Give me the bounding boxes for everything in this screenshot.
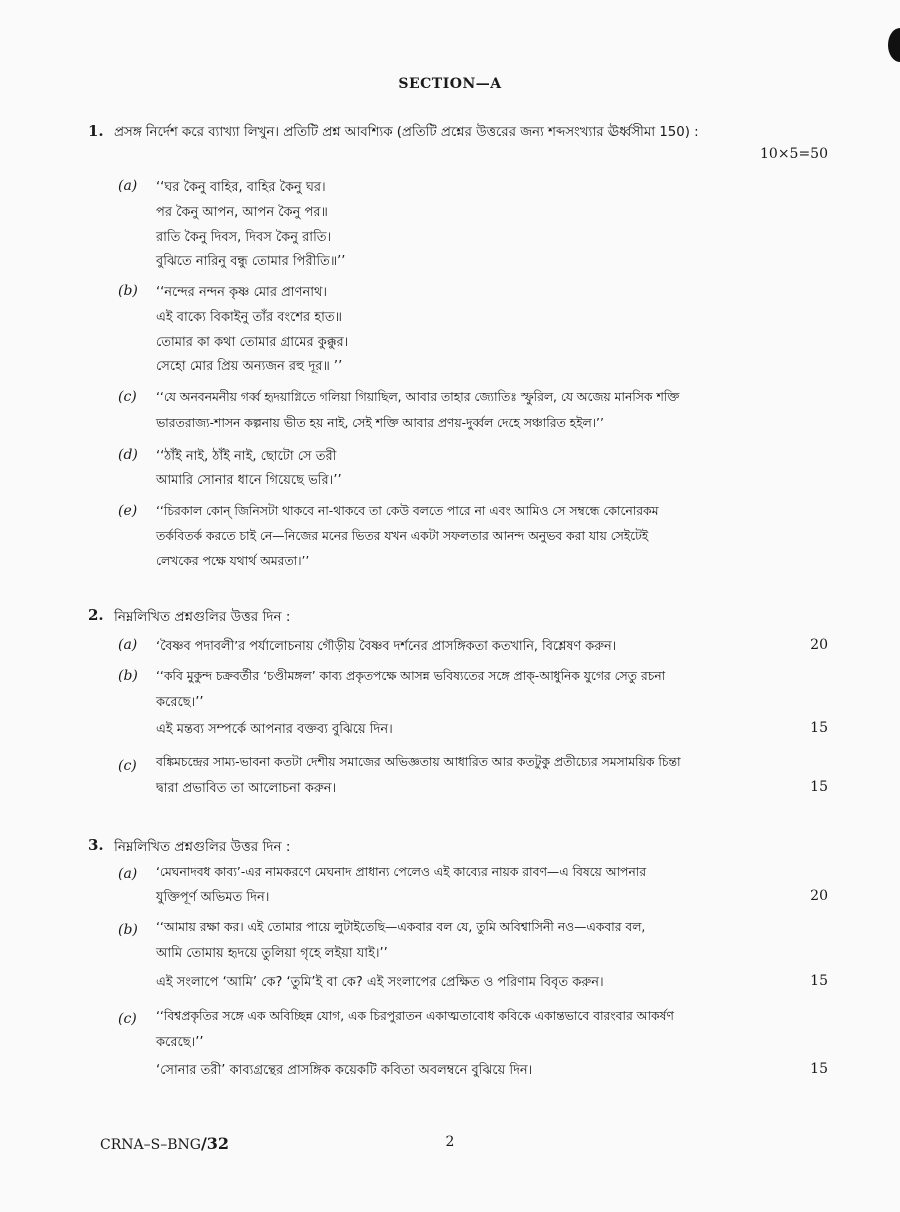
q3-part-c-line: ‘সোনার তরী’ কাব্যগ্রন্থের প্রাসঙ্গিক কয়েকটি কবিতা অবলম্বনে বুঝিয়ে দিন। [156, 1063, 533, 1078]
q1-part-e-line: লেখকের পক্ষে যথার্থ অমরতা।’’ [156, 554, 310, 568]
q3-part-c-marks: 15 [810, 1061, 828, 1077]
q1-part-b-line: এই বাক্যে বিকাইনু তাঁর বংশের হাত॥ [156, 310, 343, 325]
punch-hole-mark [888, 28, 900, 62]
q1-part-a-label: (a) [118, 178, 138, 194]
question-1-instruction: প্রসঙ্গ নির্দেশ করে ব্যাখ্যা লিখুন। প্রতিটি প্রশ্ন আবশ্যিক (প্রতিটি প্রশ্নের উত্তরের জন্য শব্দসংখ্যার ঊর্ধ্বসীমা 150) : [114, 125, 699, 140]
q2-part-a-marks: 20 [810, 637, 828, 653]
q1-part-a-line: রাতি কৈনু দিবস, দিবস কৈনু রাতি। [156, 230, 332, 245]
paper-code-text: CRNA–S–BNG [100, 1137, 201, 1153]
q2-part-c-line: দ্বারা প্রভাবিত তা আলোচনা করুন। [156, 781, 337, 796]
q2-part-c-line: বঙ্কিমচন্দ্রের সাম্য-ভাবনা কতটা দেশীয় সমাজের অভিজ্ঞতায় আধারিত আর কতটুকু প্রতীচ্যের সমসাময়িক চিন্তা [156, 755, 681, 769]
q3-part-b-line: এই সংলাপে ‘আমি’ কে? ‘তুমি’ই বা কে? এই সংলাপের প্রেক্ষিত ও পরিণাম বিবৃত করুন। [156, 975, 604, 990]
question-2-number: 2. [88, 606, 104, 624]
q1-part-c-line: ‘‘যে অনবনমনীয় গর্ব্ব হৃদয়াগ্নিতে গলিয়া গিয়াছিল, আবার তাহার জ্যোতিঃ স্ফুরিল, যে অজেয় মানসিক শক্তি [156, 390, 680, 404]
q2-part-b-line: ‘‘কবি মুকুন্দ চক্রবর্তীর ‘চণ্ডীমঙ্গল’ কাব্য প্রকৃতপক্ষে আসন্ন ভবিষ্যতের সঙ্গে প্রাক্-আধুনিক যুগের সেতু রচনা [156, 669, 666, 683]
q1-part-e-label: (e) [118, 503, 138, 519]
q3-part-a-line: ‘মেঘনাদবধ কাব্য’-এর নামকরণে মেঘনাদ প্রাধান্য পেলেও এই কাব্যের নায়ক রাবণ—এ বিষয়ে আপনার [156, 865, 647, 879]
q3-part-c-line: ‘‘বিশ্বপ্রকৃতির সঙ্গে এক অবিচ্ছিন্ন যোগ, এক চিরপুরাতন একাত্মতাবোধ কবিকে একান্তভাবে বারংবার আকর্ষণ [156, 1009, 674, 1023]
q2-part-b-marks: 15 [810, 720, 828, 736]
q1-part-b-label: (b) [118, 283, 138, 299]
q1-part-c-line: ভারতরাজ্য-শাসন কল্পনায় ভীত হয় নাই, সেই শক্তি আবার প্রণয়-দুর্ব্বল দেহে সঞ্চারিত হইল।’’ [156, 416, 604, 430]
q2-part-b-label: (b) [118, 668, 138, 684]
question-3-instruction: নিম্নলিখিত প্রশ্নগুলির উত্তর দিন : [114, 839, 291, 855]
paper-code-suffix: /32 [200, 1134, 230, 1153]
q1-part-b-line: সেহো মোর প্রিয় অন্যজন রহু দূর॥ ’’ [156, 359, 343, 374]
q3-part-b-label: (b) [118, 922, 138, 938]
q1-part-e-line: ‘‘চিরকাল কোন্ জিনিসটা থাকবে না-থাকবে তা কেউ বলতে পারে না এবং আমিও সে সম্বন্ধে কোনোরকম [156, 504, 659, 518]
q2-part-c-label: (c) [118, 758, 137, 774]
q2-part-b-line: এই মন্তব্য সম্পর্কে আপনার বক্তব্য বুঝিয়ে দিন। [156, 722, 393, 737]
q1-part-c-label: (c) [118, 389, 137, 405]
q2-part-a-label: (a) [118, 637, 138, 653]
q2-part-a-line: ‘বৈষ্ণব পদাবলী’র পর্যালোচনায় গৌড়ীয় বৈষ্ণব দর্শনের প্রাসঙ্গিকতা কতখানি, বিশ্লেষণ করুন। [156, 639, 617, 654]
q1-part-d-line: ‘‘ঠাঁই নাই, ঠাঁই নাই, ছোটো সে তরী [156, 449, 337, 464]
q3-part-a-marks: 20 [810, 888, 828, 904]
q3-part-b-line: ‘‘আমায় রক্ষা কর। এই তোমার পায়ে লুটাইতেছি—একবার বল যে, তুমি অবিশ্বাসিনী নও—একবার বল, [156, 920, 646, 934]
section-title: SECTION—A [398, 76, 502, 92]
q1-part-b-line: ‘‘নন্দের নন্দন কৃষ্ণ মোর প্রাণনাথ। [156, 285, 328, 300]
q3-part-b-marks: 15 [810, 973, 828, 989]
question-1-number: 1. [88, 122, 104, 140]
question-3-number: 3. [88, 836, 104, 854]
q3-part-c-line: করেছে।’’ [156, 1035, 204, 1050]
q1-part-e-line: তর্কবিতর্ক করতে চাই নে—নিজের মনের ভিতর যখন একটা সফলতার আনন্দ অনুভব করা যায় সেইটেই [156, 529, 649, 543]
q1-part-a-line: পর কৈনু আপন, আপন কৈনু পর॥ [156, 205, 328, 220]
q3-part-a-line: যুক্তিপূর্ণ অভিমত দিন। [156, 890, 270, 905]
q2-part-b-line: করেছে।’’ [156, 695, 204, 710]
q1-part-a-line: বুঝিতে নারিনু বন্ধু তোমার পিরীতি॥’’ [156, 254, 346, 269]
q1-part-d-line: আমারি সোনার ধানে গিয়েছে ভরি।’’ [156, 473, 342, 488]
question-1-marks: 10×5=50 [760, 146, 828, 162]
q1-part-d-label: (d) [118, 447, 138, 463]
question-2-instruction: নিম্নলিখিত প্রশ্নগুলির উত্তর দিন : [114, 609, 291, 625]
page-number: 2 [445, 1134, 455, 1150]
q3-part-b-line: আমি তোমায় হৃদয়ে তুলিয়া গৃহে লইয়া যাই।’’ [156, 946, 388, 961]
q3-part-a-label: (a) [118, 866, 138, 882]
q1-part-a-line: ‘‘ঘর কৈনু বাহির, বাহির কৈনু ঘর। [156, 180, 326, 195]
q1-part-b-line: তোমার কা কথা তোমার গ্রামের কুক্কুর। [156, 335, 349, 350]
q3-part-c-label: (c) [118, 1011, 137, 1027]
q2-part-c-marks: 15 [810, 779, 828, 795]
